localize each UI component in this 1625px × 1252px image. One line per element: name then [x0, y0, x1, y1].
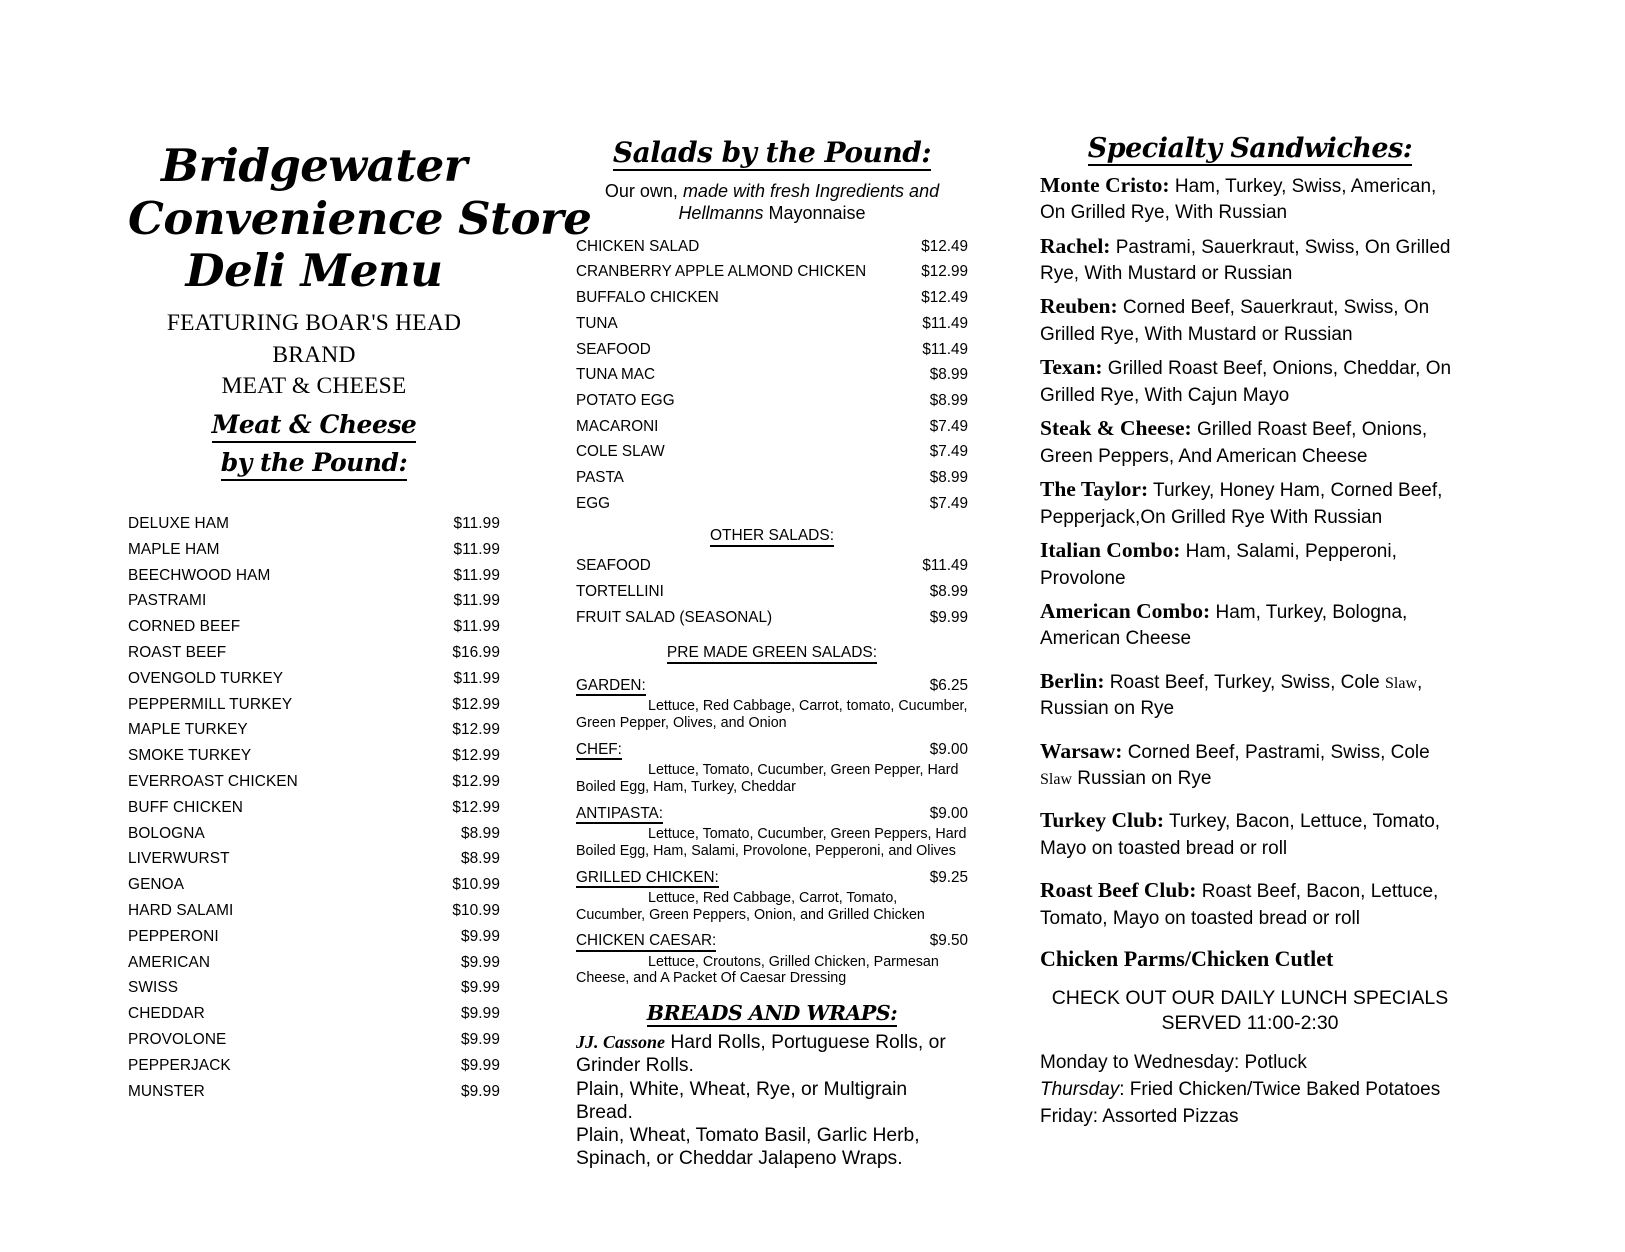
green-salad-description: Lettuce, Tomato, Cucumber, Green Peppers, Hard Boiled Egg, Ham, Salami, Provolone, Pepperoni, and Olives: [576, 826, 967, 859]
meat-cheese-row: [128, 924, 500, 950]
item-name: PASTA: [576, 468, 624, 486]
other-salad-row: [576, 579, 968, 605]
item-price: $8.99: [460, 824, 500, 842]
item-name: SMOKE TURKEY: [128, 747, 252, 765]
meat-cheese-row: [128, 1053, 500, 1079]
meat-cheese-row: [128, 614, 500, 640]
meat-cheese-heading-line-2: by the Pound:: [221, 447, 407, 481]
green-salad-name: ANTIPASTA:: [576, 806, 663, 824]
item-price: $12.99: [452, 747, 500, 765]
meat-cheese-row: [128, 743, 500, 769]
green-salad-name: GRILLED CHICKEN:: [576, 870, 719, 888]
specialty-sandwich-name: Texan:: [1040, 355, 1103, 380]
meat-cheese-row: [128, 898, 500, 924]
green-salad-name: CHEF:: [576, 742, 622, 760]
item-price: $12.49: [921, 237, 968, 255]
green-salad-price: $9.00: [929, 804, 968, 822]
meat-cheese-row: [128, 1079, 500, 1105]
meat-cheese-row: [128, 795, 500, 821]
item-name: ROAST BEEF: [128, 644, 227, 662]
left-column: [128, 0, 592, 1104]
item-price: $11.99: [453, 618, 500, 636]
sandwich-warsaw: [1040, 737, 1460, 793]
meat-cheese-row: [128, 666, 500, 692]
item-name: PASTRAMI: [128, 592, 207, 610]
green-salad-head: [576, 678, 968, 696]
specialty-sandwich-name: Steak & Cheese:: [1040, 416, 1192, 441]
salad-row: [576, 414, 968, 440]
breads-line-1: [576, 1031, 968, 1077]
item-name: MAPLE HAM: [128, 540, 220, 558]
item-name: BUFFALO CHICKEN: [576, 289, 719, 307]
item-price: $11.99: [453, 515, 500, 533]
specialty-sandwiches-title-text: Specialty Sandwiches:: [1087, 133, 1413, 164]
item-price: $10.99: [452, 902, 500, 920]
sandwich-roast-beef-club-name: Roast Beef Club:: [1040, 878, 1197, 903]
bread-brand: JJ. Cassone: [576, 1032, 666, 1053]
item-price: $12.99: [921, 263, 968, 281]
item-price: $11.49: [922, 314, 968, 332]
meat-cheese-row: [128, 588, 500, 614]
green-salad-price: $9.00: [929, 741, 968, 759]
item-name: FRUIT SALAD (SEASONAL): [576, 608, 773, 626]
meat-cheese-row: [128, 950, 500, 976]
special-thursday-c: wice Baked Potatoes: [1262, 1079, 1441, 1101]
salad-row: [576, 362, 968, 388]
item-name: SEAFOOD: [576, 340, 651, 358]
sandwich-warsaw-desc-b: Russian on Rye: [1072, 768, 1212, 790]
green-salads-list: [576, 678, 968, 987]
item-name: LIVERWURST: [128, 850, 230, 868]
specialty-sandwich-name: Reuben:: [1040, 294, 1118, 319]
sandwich-roast-beef-club: [1040, 876, 1460, 932]
specialty-sandwich: [1040, 353, 1460, 409]
item-name: CRANBERRY APPLE ALMOND CHICKEN: [576, 263, 867, 281]
item-name: HARD SALAMI: [128, 902, 234, 920]
green-salad-description: Lettuce, Red Cabbage, Carrot, tomato, Cucumber, Green Pepper, Olives, and Onion: [576, 698, 968, 732]
other-salads-heading-text: OTHER SALADS:: [710, 527, 834, 547]
item-price: $9.99: [460, 1031, 500, 1049]
item-name: EGG: [576, 494, 610, 512]
item-name: TUNA MAC: [576, 366, 656, 384]
sandwich-berlin-desc-a: Roast Beef, Turkey, Swiss, Cole: [1104, 671, 1386, 693]
special-thursday-label: Thursday: [1040, 1079, 1120, 1101]
item-name: MUNSTER: [128, 1082, 205, 1100]
breads-line-3: Plain, Wheat, Tomato Basil, Garlic Herb, Spinach, or Cheddar Jalapeno Wraps.: [576, 1124, 920, 1170]
item-name: EVERROAST CHICKEN: [128, 773, 298, 791]
daily-specials-line-1: CHECK OUT OUR DAILY LUNCH SPECIALS: [1051, 986, 1449, 1009]
green-salad-description: Lettuce, Red Cabbage, Carrot, Tomato, Cucumber, Green Peppers, Onion, and Grilled Chicken: [576, 889, 925, 923]
item-price: $9.99: [460, 927, 500, 945]
salad-row: [576, 259, 968, 285]
salad-row: [576, 491, 968, 517]
salad-row: [576, 337, 968, 363]
item-name: CHEDDAR: [128, 1005, 205, 1023]
item-price: $11.99: [453, 592, 500, 610]
specialty-sandwich-description: Pastrami, Sauerkraut, Swiss, On Grilled Rye, With Mustard or Russian: [1040, 236, 1451, 285]
meat-cheese-heading-line-1: Meat & Cheese: [212, 409, 417, 443]
daily-specials-line-2: SERVED 11:00-2:30: [1161, 1012, 1339, 1035]
item-price: $11.99: [453, 566, 500, 584]
chicken-parms-item: Chicken Parms/Chicken Cutlet: [1040, 946, 1334, 972]
item-name: PROVOLONE: [128, 1031, 227, 1049]
item-price: $7.49: [929, 443, 968, 461]
sandwich-berlin: [1040, 667, 1460, 723]
item-name: OVENGOLD TURKEY: [128, 669, 284, 687]
item-price: $12.99: [452, 721, 500, 739]
item-price: $12.99: [452, 773, 500, 791]
item-price: $8.99: [460, 850, 500, 868]
other-salad-row: [576, 553, 968, 579]
sandwich-warsaw-desc-a: Corned Beef, Pastrami, Swiss, Cole: [1122, 741, 1430, 763]
item-price: $7.49: [929, 494, 968, 512]
salads-subtitle-d: Mayonnaise: [763, 203, 866, 224]
salads-subtitle: [576, 180, 968, 225]
green-salad-price: $9.25: [929, 868, 968, 886]
item-price: $11.99: [453, 669, 500, 687]
sandwich-berlin-desc-b: , Russian on Rye: [1040, 671, 1423, 720]
item-name: BUFF CHICKEN: [128, 798, 243, 816]
item-name: GENOA: [128, 876, 185, 894]
meat-cheese-row: [128, 1027, 500, 1053]
breads-line-1-rest: Hard Rolls, Portuguese Rolls, or Grinder Rolls.: [576, 1032, 946, 1077]
right-column: [1040, 0, 1460, 1131]
item-price: $11.99: [453, 540, 500, 558]
item-name: PEPPERMILL TURKEY: [128, 695, 293, 713]
green-salads-heading: [576, 644, 968, 664]
item-price: $11.49: [922, 557, 968, 575]
store-title: [128, 139, 592, 298]
special-thursday-b: : Fried Chicken/T: [1119, 1079, 1263, 1101]
meat-cheese-row: [128, 511, 500, 537]
meat-cheese-row: [128, 769, 500, 795]
specialty-sandwich-description: Ham, Turkey, Swiss, American, On Grilled Rye, With Russian: [1040, 175, 1437, 224]
specialty-sandwich-name: The Taylor:: [1040, 477, 1149, 502]
breads-wraps-body: [576, 1031, 968, 1170]
green-salad-description: Lettuce, Croutons, Grilled Chicken, Parmesan Cheese, and A Packet Of Caesar Dressing: [576, 953, 939, 987]
green-salad-price: $9.50: [929, 932, 968, 950]
item-name: AMERICAN: [128, 953, 211, 971]
item-price: $7.49: [929, 417, 968, 435]
green-salad-description: Lettuce, Tomato, Cucumber, Green Pepper, Hard Boiled Egg, Ham, Turkey, Cheddar: [576, 762, 959, 796]
sandwich-berlin-name: Berlin:: [1040, 668, 1105, 693]
specialty-sandwich-name: Monte Cristo:: [1040, 172, 1170, 197]
item-price: $9.99: [460, 1005, 500, 1023]
item-price: $8.99: [929, 391, 968, 409]
specialty-sandwich-description: Corned Beef, Sauerkraut, Swiss, On Grilled Rye, With Mustard or Russian: [1040, 297, 1430, 346]
specialty-sandwich: [1040, 536, 1460, 592]
salad-row: [576, 465, 968, 491]
item-name: CORNED BEEF: [128, 618, 241, 636]
specialty-sandwich-description: Grilled Roast Beef, Onions, Green Peppers, And American Cheese: [1040, 419, 1428, 467]
item-price: $8.99: [929, 366, 968, 384]
green-salad-head: [576, 870, 968, 888]
sandwich-warsaw-desc-slaw: Slaw: [1040, 771, 1072, 789]
meat-cheese-row: [128, 640, 500, 666]
salad-row: [576, 285, 968, 311]
daily-specials-schedule: [1040, 1050, 1460, 1131]
item-price: $9.99: [460, 979, 500, 997]
other-salads-list: [576, 553, 968, 630]
featuring-brand: [128, 308, 500, 403]
green-salad-item: [576, 870, 968, 924]
specialty-sandwich-description: Grilled Roast Beef, Onions, Cheddar, On Grilled Rye, With Cajun Mayo: [1040, 358, 1452, 406]
item-name: COLE SLAW: [576, 443, 665, 461]
item-price: $9.99: [460, 1056, 500, 1074]
specialty-sandwich: [1040, 475, 1460, 531]
specialty-sandwich: [1040, 292, 1460, 348]
green-salad-item: [576, 742, 968, 796]
sandwich-turkey-club-desc: Turkey, Bacon, Lettuce, Tomato, Mayo on toasted bread or roll: [1040, 811, 1441, 860]
meat-cheese-row: [128, 975, 500, 1001]
item-price: $12.99: [452, 798, 500, 816]
store-title-line-1: Bridgewater: [161, 139, 467, 192]
item-price: $9.99: [460, 953, 500, 971]
specialty-sandwich-name: Italian Combo:: [1040, 537, 1181, 562]
green-salad-name: CHICKEN CAESAR:: [576, 933, 716, 951]
green-salad-head: [576, 806, 968, 824]
meat-cheese-heading: [128, 409, 500, 481]
meat-cheese-row: [128, 563, 500, 589]
breads-wraps-heading-text: BREADS AND WRAPS:: [646, 1001, 898, 1026]
item-name: PEPPERJACK: [128, 1056, 231, 1074]
item-price: $9.99: [460, 1082, 500, 1100]
green-salads-heading-text: PRE MADE GREEN SALADS:: [667, 644, 877, 664]
green-salad-item: [576, 806, 968, 860]
salads-title: [576, 138, 968, 171]
meat-cheese-row: [128, 872, 500, 898]
item-name: SWISS: [128, 979, 179, 997]
item-name: POTATO EGG: [576, 391, 675, 409]
featuring-line-2: MEAT & CHEESE: [221, 373, 407, 400]
specialty-sandwich-description: Ham, Turkey, Bologna, American Cheese: [1040, 601, 1408, 650]
specialty-sandwich-description: Turkey, Honey Ham, Corned Beef, Pepperjack,On Grilled Rye With Russian: [1040, 480, 1443, 528]
store-title-line-2: Convenience Store: [128, 191, 592, 245]
item-price: $12.99: [452, 695, 500, 713]
specialty-sandwich: [1040, 171, 1460, 227]
breads-line-2: Plain, White, Wheat, Rye, or Multigrain Bread.: [576, 1078, 908, 1123]
special-friday: Friday: Assorted Pizzas: [1040, 1106, 1239, 1128]
green-salad-item: [576, 678, 968, 732]
salads-subtitle-b: made with fresh Ingredients and: [682, 180, 940, 201]
item-name: MAPLE TURKEY: [128, 721, 248, 739]
salad-row: [576, 311, 968, 337]
sandwich-turkey-club-name: Turkey Club:: [1040, 808, 1165, 833]
salad-row: [576, 388, 968, 414]
item-price: $8.99: [929, 468, 968, 486]
meat-cheese-row: [128, 821, 500, 847]
salads-subtitle-a: Our own,: [604, 180, 683, 201]
sandwich-berlin-desc-slaw: Slaw: [1385, 674, 1418, 692]
item-price: $9.99: [929, 608, 968, 626]
meat-cheese-row: [128, 717, 500, 743]
specialty-sandwich: [1040, 414, 1460, 470]
item-name: CHICKEN SALAD: [576, 237, 700, 255]
breads-wraps-heading: [576, 1001, 968, 1027]
item-name: TUNA: [576, 314, 618, 332]
green-salad-name: GARDEN:: [576, 678, 646, 696]
special-thursday: [1040, 1077, 1460, 1104]
meat-cheese-row: [128, 846, 500, 872]
item-name: TORTELLINI: [576, 583, 664, 601]
other-salad-row: [576, 605, 968, 631]
green-salad-price: $6.25: [929, 677, 968, 695]
other-salads-heading: [576, 527, 968, 547]
meat-cheese-row: [128, 1001, 500, 1027]
salads-title-text: Salads by the Pound:: [612, 136, 932, 169]
item-price: $11.49: [922, 340, 968, 358]
specialty-sandwich-description: Ham, Salami, Pepperoni, Provolone: [1040, 540, 1397, 589]
specialty-sandwich: [1040, 232, 1460, 288]
salads-subtitle-c: Hellmanns: [678, 203, 764, 224]
specialty-sandwiches-title: [1040, 134, 1460, 166]
featuring-line-1: FEATURING BOAR'S HEAD BRAND: [166, 309, 462, 368]
salad-row: [576, 234, 968, 260]
green-salad-item: [576, 933, 968, 987]
salads-price-list: [576, 234, 968, 517]
green-salad-head: [576, 742, 968, 760]
sandwich-roast-beef-club-desc: Roast Beef, Bacon, Lettuce, Tomato, Mayo on toasted bread or roll: [1040, 881, 1439, 929]
item-name: MACARONI: [576, 417, 659, 435]
special-monday-wednesday: Monday to Wednesday: Potluck: [1040, 1052, 1307, 1074]
sandwich-turkey-club: [1040, 806, 1460, 862]
item-name: BEECHWOOD HAM: [128, 566, 271, 584]
specialty-sandwich-name: American Combo:: [1040, 598, 1211, 623]
item-name: PEPPERONI: [128, 927, 219, 945]
store-title-line-3: Deli Menu: [185, 244, 443, 298]
meat-cheese-row: [128, 692, 500, 718]
specialty-sandwich-list: [1040, 171, 1460, 653]
meat-cheese-price-list: [128, 511, 500, 1104]
item-price: $16.99: [452, 644, 500, 662]
item-price: $12.49: [921, 289, 968, 307]
item-price: $8.99: [929, 583, 968, 601]
sandwich-warsaw-name: Warsaw:: [1040, 738, 1123, 763]
item-price: $10.99: [452, 876, 500, 894]
middle-column: [576, 0, 968, 1170]
meat-cheese-row: [128, 537, 500, 563]
daily-lunch-specials: [1040, 986, 1460, 1037]
item-name: BOLOGNA: [128, 824, 205, 842]
green-salad-head: [576, 933, 968, 951]
specialty-sandwich: [1040, 597, 1460, 653]
item-name: SEAFOOD: [576, 557, 651, 575]
salad-row: [576, 439, 968, 465]
item-name: DELUXE HAM: [128, 515, 230, 533]
specialty-sandwich-name: Rachel:: [1040, 233, 1111, 258]
